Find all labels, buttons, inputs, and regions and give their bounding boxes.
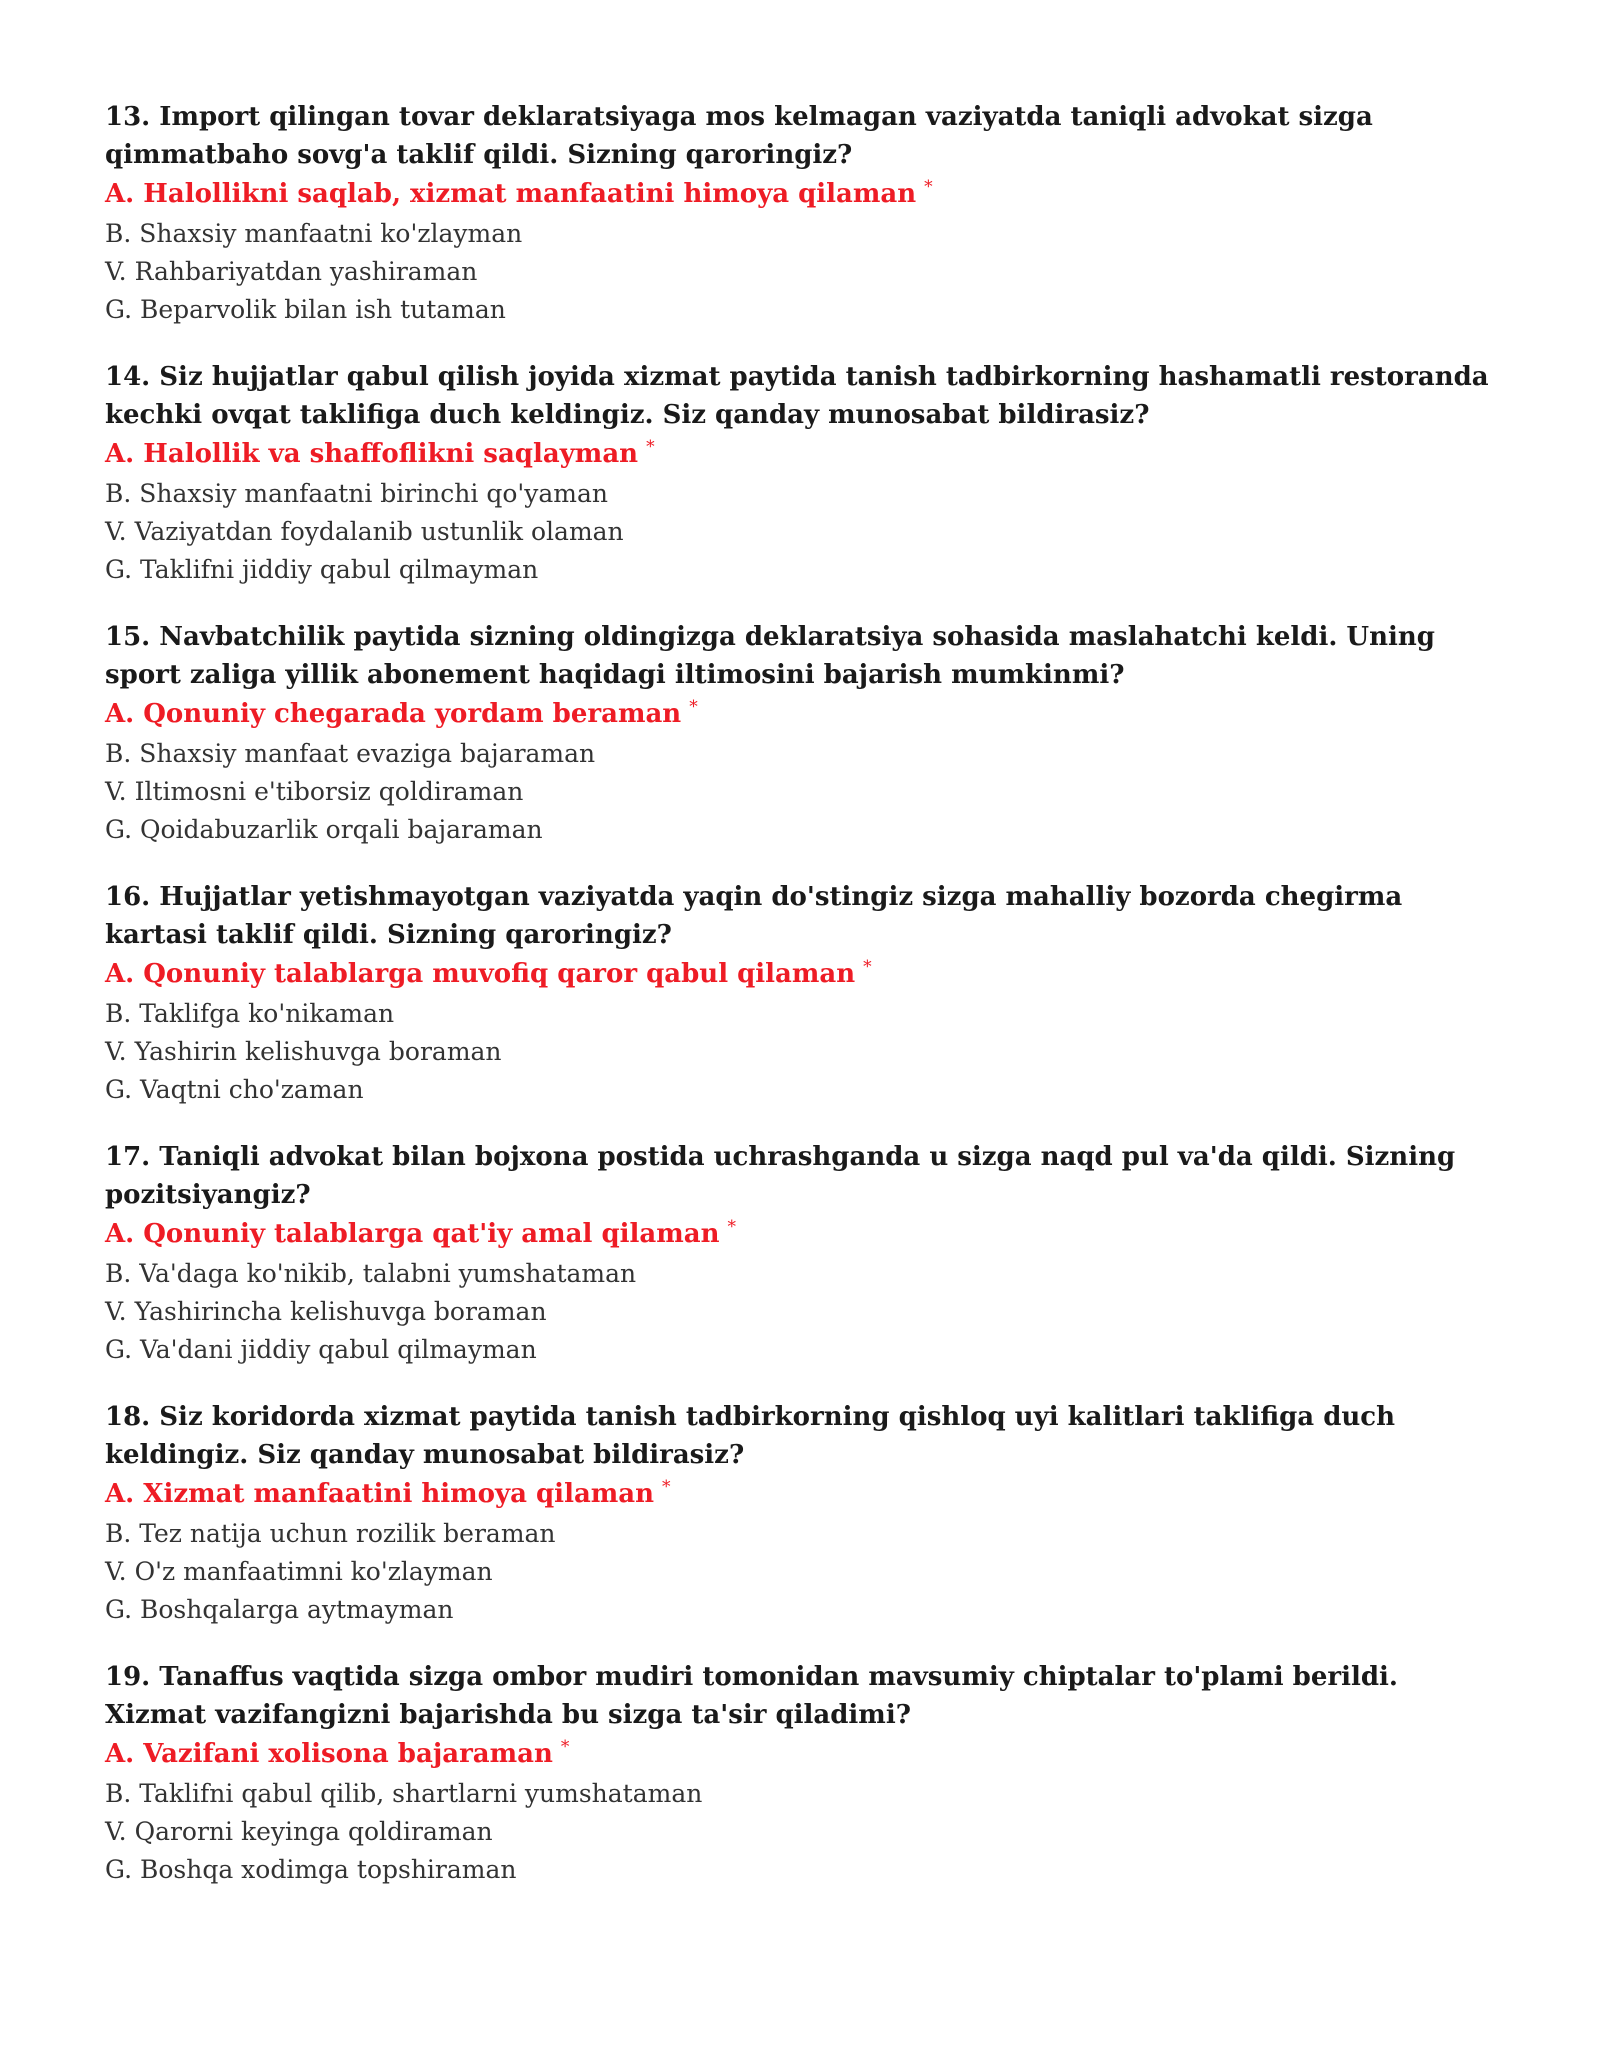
question-text: 15. Navbatchilik paytida sizning oldingizga deklaratsiya sohasida maslahatchi keldi. Uning sport zaliga yillik abonement haqidagi iltimosini bajarish mumkinmi? [105,622,1435,690]
answer-option: V. Iltimosni e'tiborsiz qoldiraman [105,777,524,806]
correct-marker: * [727,1217,736,1238]
correct-marker: * [924,177,933,198]
answer-option: V. O'z manfaatimni ko'zlayman [105,1557,493,1586]
answer-option: B. Tez natija uchun rozilik beraman [105,1519,556,1548]
correct-marker: * [560,1737,570,1758]
answer-option: V. Yashirin kelishuvga boraman [105,1037,502,1066]
answer-label: A. Vazifani xolisona bajaraman [105,1739,553,1769]
correct-answer [105,1474,1500,1515]
question-text: 19. Tanaffus vaqtida sizga ombor mudiri tomonidan mavsumiy chiptalar to'plami berildi. Xizmat vazifangizni bajarishda bu sizga ta'sir qiladimi? [105,1662,1398,1730]
answer-option: B. Shaxsiy manfaatni birinchi qo'yaman [105,479,609,508]
question-13 [105,98,1500,329]
question-19 [105,1658,1500,1889]
answer-option: G. Beparvolik bilan ish tutaman [105,295,506,324]
answer-option: V. Qarorni keyinga qoldiraman [105,1817,493,1846]
answer-option: V. Yashirincha kelishuvga boraman [105,1297,547,1326]
correct-answer [105,1734,1500,1775]
answer-option: V. Vaziyatdan foydalanib ustunlik olaman [105,517,624,546]
correct-answer [105,174,1500,215]
question-text: 16. Hujjatlar yetishmayotgan vaziyatda yaqin do'stingiz sizga mahalliy bozorda chegirma kartasi taklif qildi. Sizning qaroringiz? [105,882,1403,950]
answer-label: A. Xizmat manfaatini himoya qilaman [105,1479,655,1509]
correct-answer [105,694,1500,735]
question-15 [105,618,1500,849]
answer-option: B. Taklifni qabul qilib, shartlarni yumshataman [105,1779,703,1808]
question-17 [105,1138,1500,1369]
question-text: 17. Taniqli advokat bilan bojxona postida uchrashganda u sizga naqd pul va'da qildi. Sizning pozitsiyangiz? [105,1142,1456,1210]
correct-marker: * [689,697,698,718]
answer-option: G. Qoidabuzarlik orqali bajaraman [105,815,543,844]
answer-label: A. Qonuniy talablarga muvofiq qaror qabul qilaman [105,959,856,989]
answer-option: G. Boshqa xodimga topshiraman [105,1855,517,1884]
correct-answer [105,954,1500,995]
answer-option: G. Taklifni jiddiy qabul qilmayman [105,555,539,584]
correct-answer [105,1214,1500,1255]
correct-answer [105,434,1500,475]
question-text: 18. Siz koridorda xizmat paytida tanish tadbirkorning qishloq uyi kalitlari taklifiga duch keldingiz. Siz qanday munosabat bildirasiz? [105,1402,1396,1470]
answer-option: B. Taklifga ko'nikaman [105,999,395,1028]
answer-label: A. Qonuniy talablarga qat'iy amal qilaman [105,1219,720,1249]
answer-option: B. Va'daga ko'nikib, talabni yumshataman [105,1259,637,1288]
answer-label: A. Qonuniy chegarada yordam beraman [105,699,682,729]
question-text: 14. Siz hujjatlar qabul qilish joyida xizmat paytida tanish tadbirkorning hashamatli restoranda kechki ovqat taklifiga duch keldingiz. Siz qanday munosabat bildirasiz? [105,362,1489,430]
answer-option: B. Shaxsiy manfaatni ko'zlayman [105,219,523,248]
question-14 [105,358,1500,589]
answer-option: V. Rahbariyatdan yashiraman [105,257,478,286]
answer-label: A. Halollikni saqlab, xizmat manfaatini himoya qilaman [105,179,917,209]
correct-marker: * [646,437,655,458]
question-18 [105,1398,1500,1629]
question-16 [105,878,1500,1109]
answer-option: B. Shaxsiy manfaat evaziga bajaraman [105,739,596,768]
question-text: 13. Import qilingan tovar deklaratsiyaga mos kelmagan vaziyatda taniqli advokat sizga qimmatbaho sovg'a taklif qildi. Sizning qaroringiz? [105,102,1373,170]
answer-option: G. Va'dani jiddiy qabul qilmayman [105,1335,537,1364]
correct-marker: * [863,957,872,978]
answer-option: G. Boshqalarga aytmayman [105,1595,454,1624]
correct-marker: * [662,1477,671,1498]
answer-label: A. Halollik va shaffoflikni saqlayman [105,439,639,469]
answer-option: G. Vaqtni cho'zaman [105,1075,364,1104]
